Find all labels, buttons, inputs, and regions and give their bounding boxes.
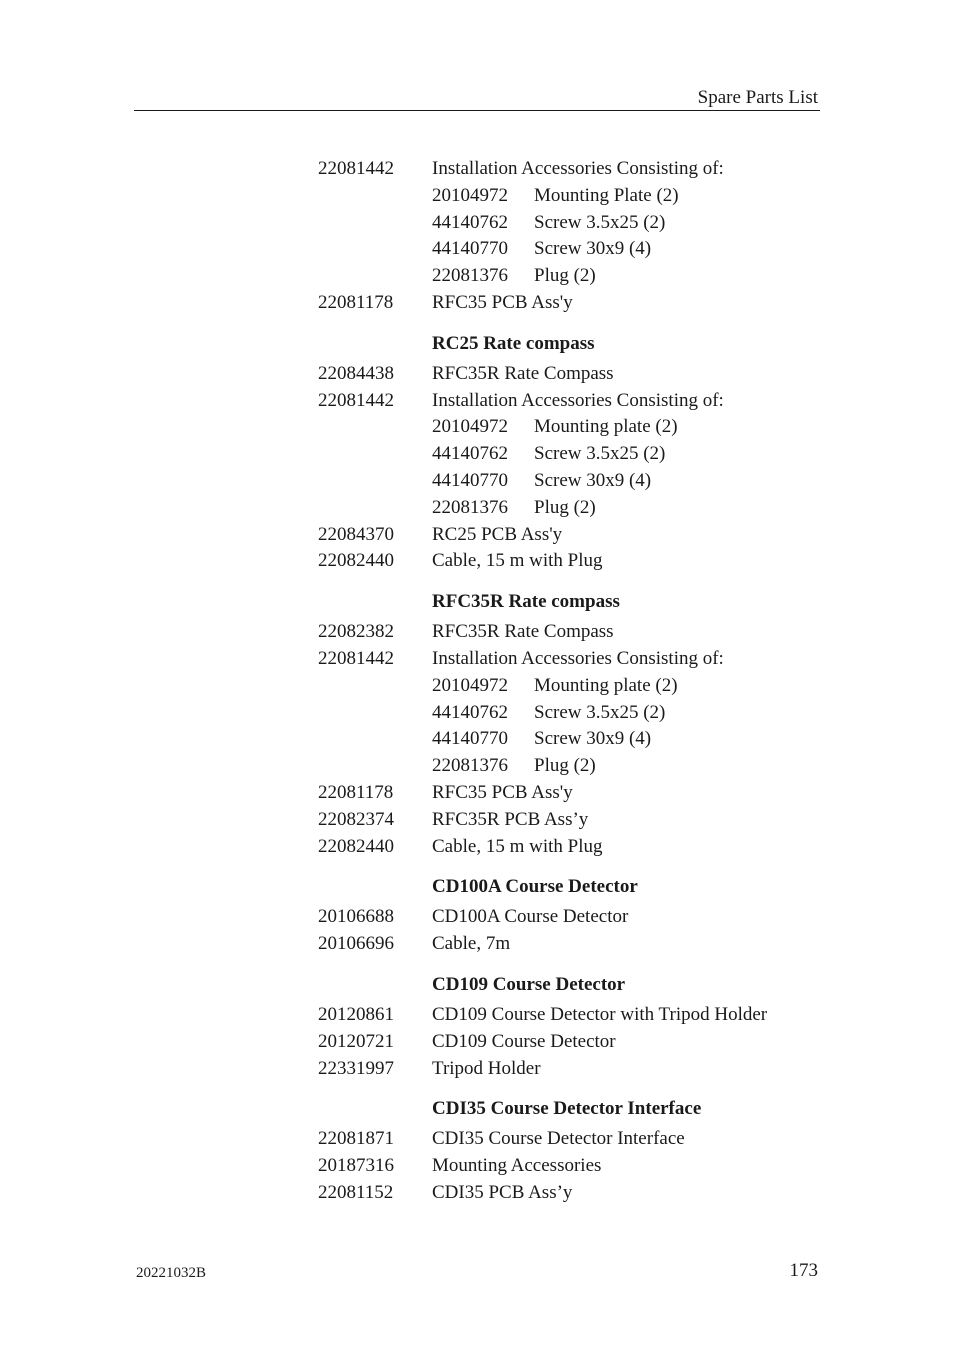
- part-number: 22081442: [318, 389, 394, 411]
- part-number: 20104972: [432, 416, 508, 438]
- part-description: RFC35 PCB Ass'y: [432, 781, 573, 803]
- part-number: 44140762: [432, 701, 508, 723]
- part-row: [318, 1056, 838, 1083]
- page-header-title: Spare Parts List: [697, 87, 818, 108]
- part-number: 22081376: [432, 265, 508, 287]
- part-description: CD109 Course Detector with Tripod Holder: [432, 1003, 768, 1025]
- part-description: Plug (2): [534, 755, 596, 777]
- part-number: 44140762: [432, 443, 508, 465]
- part-number: 22081178: [318, 291, 394, 313]
- part-number: 22081871: [318, 1128, 394, 1150]
- part-description: Screw 3.5x25 (2): [534, 211, 666, 233]
- part-number: 44140770: [432, 238, 508, 260]
- part-row: [318, 807, 838, 834]
- part-row: [318, 1126, 838, 1153]
- part-number: 44140762: [432, 211, 508, 233]
- part-number: 22081376: [432, 755, 508, 777]
- part-number: 22081442: [318, 158, 394, 179]
- part-number: 22081442: [318, 647, 394, 669]
- part-number: 20120721: [318, 1030, 394, 1052]
- part-description: Plug (2): [534, 496, 596, 518]
- parts-list: [318, 156, 838, 1207]
- sub-part-row: [318, 468, 838, 495]
- part-description: Mounting plate (2): [534, 674, 678, 696]
- part-number: 44140770: [432, 728, 508, 750]
- part-description: CD109 Course Detector: [432, 1030, 616, 1052]
- part-row: [318, 1153, 838, 1180]
- part-number: 44140770: [432, 469, 508, 491]
- part-row: [318, 646, 838, 673]
- part-description: Mounting plate (2): [534, 416, 678, 438]
- part-row: [318, 780, 838, 807]
- part-description: Mounting Accessories: [432, 1155, 602, 1177]
- part-number: 20120861: [318, 1003, 394, 1025]
- section-heading: [318, 972, 838, 1002]
- part-number: 22084370: [318, 523, 394, 545]
- sub-part-row: [318, 700, 838, 727]
- part-row: [318, 834, 838, 861]
- part-description: Mounting Plate (2): [534, 184, 679, 206]
- part-description: Screw 3.5x25 (2): [534, 443, 666, 465]
- part-description: Installation Accessories Consisting of:: [432, 158, 724, 179]
- part-row: [318, 548, 838, 575]
- section-heading: [318, 874, 838, 904]
- part-description: Cable, 15 m with Plug: [432, 550, 603, 572]
- part-description: Screw 30x9 (4): [534, 728, 652, 750]
- page-number: 173: [789, 1260, 818, 1281]
- part-description: Installation Accessories Consisting of:: [432, 647, 724, 669]
- part-number: 20106696: [318, 933, 394, 955]
- part-row: [318, 361, 838, 388]
- part-number: 22082440: [318, 550, 394, 572]
- sub-part-row: [318, 210, 838, 237]
- sub-part-row: [318, 414, 838, 441]
- part-description: CDI35 Course Detector Interface: [432, 1128, 685, 1150]
- section-heading: [318, 1096, 838, 1126]
- header-divider: [134, 110, 820, 111]
- part-row: [318, 619, 838, 646]
- part-number: 22081178: [318, 781, 394, 803]
- section-heading-text: RFC35R Rate compass: [432, 591, 620, 613]
- part-description: CD100A Course Detector: [432, 906, 629, 928]
- section-heading-text: RC25 Rate compass: [432, 332, 595, 354]
- part-row: [318, 1029, 838, 1056]
- part-number: 22082374: [318, 808, 394, 830]
- part-number: 22081152: [318, 1181, 394, 1203]
- sub-part-row: [318, 263, 838, 290]
- sub-part-row: [318, 726, 838, 753]
- part-description: RFC35 PCB Ass'y: [432, 291, 573, 313]
- sub-part-row: [318, 236, 838, 263]
- sub-part-row: [318, 495, 838, 522]
- part-row: [318, 156, 838, 183]
- sub-part-row: [318, 183, 838, 210]
- part-description: Plug (2): [534, 265, 596, 287]
- part-description: Installation Accessories Consisting of:: [432, 389, 724, 411]
- section-heading-text: CDI35 Course Detector Interface: [432, 1098, 702, 1120]
- part-row: [318, 1002, 838, 1029]
- sub-part-row: [318, 441, 838, 468]
- part-row: [318, 1180, 838, 1207]
- part-description: RC25 PCB Ass'y: [432, 523, 563, 545]
- part-number: 20104972: [432, 674, 508, 696]
- part-number: 20187316: [318, 1155, 394, 1177]
- part-description: Tripod Holder: [432, 1057, 541, 1079]
- part-number: 22084438: [318, 362, 394, 384]
- part-row: [318, 931, 838, 958]
- part-description: CDI35 PCB Ass’y: [432, 1181, 573, 1203]
- part-number: 22331997: [318, 1057, 394, 1079]
- part-description: RFC35R PCB Ass’y: [432, 808, 589, 830]
- part-number: 20106688: [318, 906, 394, 928]
- part-row: [318, 290, 838, 317]
- document-number: 20221032B: [136, 1265, 207, 1281]
- part-row: [318, 522, 838, 549]
- part-row: [318, 388, 838, 415]
- part-description: RFC35R Rate Compass: [432, 362, 614, 384]
- part-description: Screw 30x9 (4): [534, 469, 652, 491]
- part-description: Screw 30x9 (4): [534, 238, 652, 260]
- part-description: Cable, 15 m with Plug: [432, 835, 603, 857]
- part-number: 20104972: [432, 184, 508, 206]
- part-number: 22081376: [432, 496, 508, 518]
- part-row: [318, 904, 838, 931]
- part-number: 22082382: [318, 621, 394, 643]
- section-heading-text: CD109 Course Detector: [432, 973, 626, 995]
- sub-part-row: [318, 753, 838, 780]
- part-number: 22082440: [318, 835, 394, 857]
- section-heading: [318, 331, 838, 361]
- section-heading: [318, 589, 838, 619]
- part-description: Screw 3.5x25 (2): [534, 701, 666, 723]
- part-description: RFC35R Rate Compass: [432, 621, 614, 643]
- section-heading-text: CD100A Course Detector: [432, 876, 638, 898]
- part-description: Cable, 7m: [432, 933, 511, 955]
- sub-part-row: [318, 673, 838, 700]
